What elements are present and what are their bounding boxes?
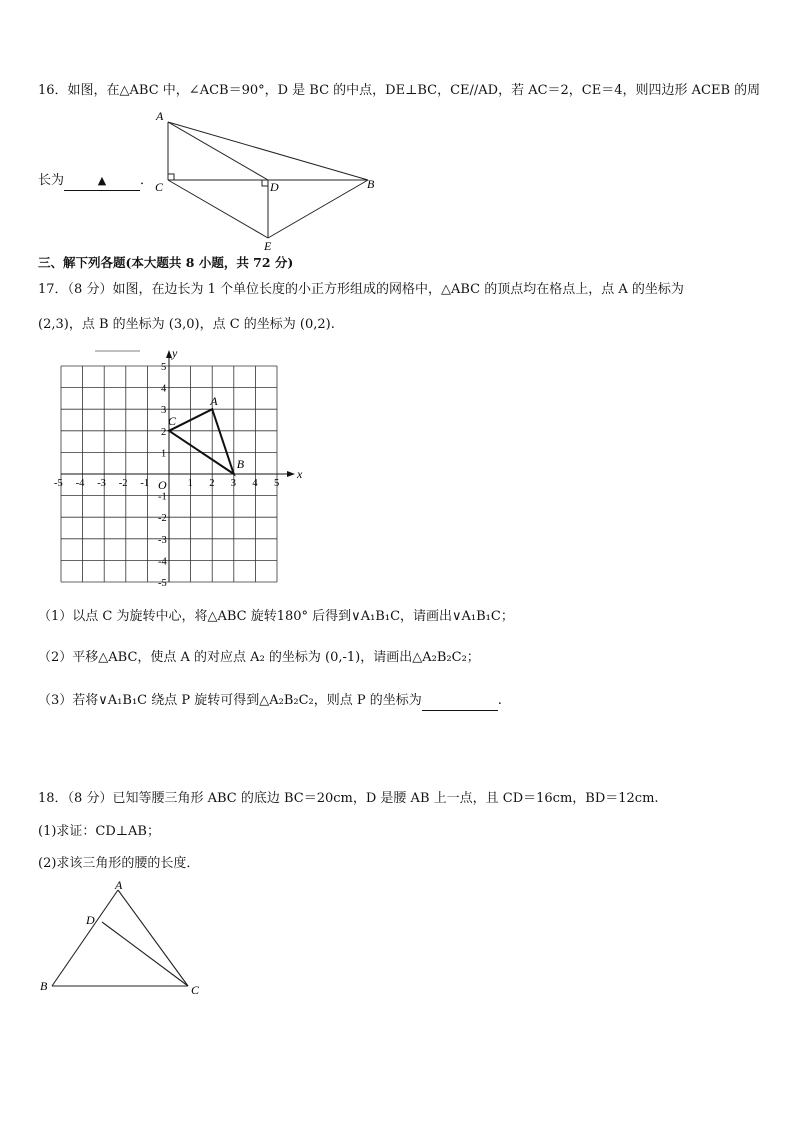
q16-label-a: A bbox=[156, 109, 164, 123]
q18-figure bbox=[38, 878, 218, 998]
q17-part1: （1）以点 C 为旋转中心，将△ABC 旋转180° 后得到∨A₁B₁C，请画出∨A₁B₁C； bbox=[38, 609, 514, 624]
x-tick-label: -2 bbox=[118, 478, 128, 489]
q17-x-axis-label: x bbox=[297, 467, 303, 481]
x-tick-label: 3 bbox=[230, 478, 237, 489]
y-tick-label: -5 bbox=[158, 578, 167, 589]
q16-right-angle-c bbox=[168, 174, 174, 180]
y-tick-label: 1 bbox=[161, 448, 167, 460]
q16-seg-ab bbox=[168, 122, 368, 180]
y-tick-label: -3 bbox=[158, 534, 167, 546]
q18-label-c: C bbox=[191, 983, 200, 997]
q17-part3-prefix: （3）若将∨A₁B₁C 绕点 P 旋转可得到△A₂B₂C₂，则点 P 的坐标为 bbox=[38, 693, 422, 708]
y-tick-label: 3 bbox=[161, 405, 167, 417]
q16-seg-ce bbox=[168, 180, 268, 238]
q16-suffix: ． bbox=[140, 173, 154, 188]
q16-text: 16．如图，在△ABC 中，∠ACB＝90°，D 是 BC 的中点，DE⊥BC，CE//AD，若 AC＝2，CE＝4，则四边形 ACEB 的周 bbox=[38, 83, 761, 98]
x-tick-label: -1 bbox=[140, 478, 150, 489]
y-tick-label: -4 bbox=[158, 556, 167, 568]
q18-part1: (1)求证：CD⊥AB； bbox=[38, 824, 160, 839]
y-tick-label: 2 bbox=[161, 426, 167, 438]
q16-figure bbox=[150, 108, 390, 253]
x-tick-label: -5 bbox=[54, 478, 63, 489]
q16-label-d: D bbox=[270, 180, 279, 194]
x-axis-arrow bbox=[287, 471, 295, 477]
q17-part3-suffix: . bbox=[497, 693, 502, 708]
x-tick-label: 2 bbox=[209, 478, 215, 489]
q17-origin-label: O bbox=[158, 478, 167, 492]
q16-answer-line bbox=[38, 172, 153, 191]
x-tick-label: 4 bbox=[252, 478, 258, 489]
q16-seg-ad bbox=[168, 122, 268, 180]
y-tick-label: -1 bbox=[158, 491, 167, 503]
q16-label-e: E bbox=[264, 239, 272, 253]
q17-tick-labels bbox=[54, 362, 279, 589]
q17-part2: （2）平移△ABC，使点 A 的对应点 A₂ 的坐标为 (0,-1)，请画出△A₂B₂C₂； bbox=[38, 650, 480, 665]
q17-part3-line bbox=[38, 692, 502, 711]
q17-grid-figure bbox=[55, 348, 310, 593]
q17-answer-blank[interactable] bbox=[422, 692, 498, 711]
q18-seg-dc bbox=[102, 922, 188, 986]
q18-text: 18．（8 分）已知等腰三角形 ABC 的底边 BC＝20cm，D 是腰 AB 上一点，且 CD＝16cm，BD＝12cm. bbox=[38, 791, 659, 806]
q16-prefix: 长为 bbox=[38, 173, 65, 188]
q16-label-b: B bbox=[367, 177, 375, 191]
q16-answer-marker: ▲ bbox=[97, 174, 107, 187]
q17-y-axis-label: y bbox=[172, 346, 178, 360]
q16-answer-blank[interactable] bbox=[64, 172, 140, 191]
q18-label-a: A bbox=[115, 878, 123, 892]
q16-right-angle-d bbox=[262, 180, 268, 186]
q17-triangle-abc bbox=[168, 394, 245, 474]
q17-text: 17．（8 分）如图，在边长为 1 个单位长度的小正方形组成的网格中，△ABC 的顶点均在格点上，点 A 的坐标为 bbox=[38, 282, 684, 297]
q18-label-b: B bbox=[40, 979, 48, 993]
q17-line2: (2,3)，点 B 的坐标为 (3,0)，点 C 的坐标为 (0,2). bbox=[38, 317, 335, 332]
q18-part2: (2)求该三角形的腰的长度． bbox=[38, 856, 200, 871]
x-tick-label: -3 bbox=[97, 478, 106, 489]
q17-axes bbox=[61, 350, 295, 582]
vertex-label-c: C bbox=[168, 413, 177, 428]
x-tick-label: 1 bbox=[187, 478, 193, 489]
q16-seg-eb bbox=[268, 180, 368, 238]
q18-label-d: D bbox=[86, 913, 95, 927]
y-tick-label: 5 bbox=[161, 362, 167, 373]
section3-title: 三、解下列各题(本大题共 8 小题，共 72 分) bbox=[38, 255, 294, 270]
x-tick-label: 5 bbox=[274, 478, 280, 489]
y-tick-label: 4 bbox=[161, 383, 167, 395]
y-tick-label: -2 bbox=[158, 513, 167, 525]
q18-seg-ab bbox=[52, 890, 118, 986]
vertex-label-b: B bbox=[236, 457, 245, 471]
triangle-abc bbox=[169, 409, 234, 474]
vertex-label-a: A bbox=[210, 394, 218, 409]
x-tick-label: -4 bbox=[75, 478, 85, 489]
q16-label-c: C bbox=[155, 180, 164, 194]
q18-seg-ac bbox=[118, 890, 188, 986]
